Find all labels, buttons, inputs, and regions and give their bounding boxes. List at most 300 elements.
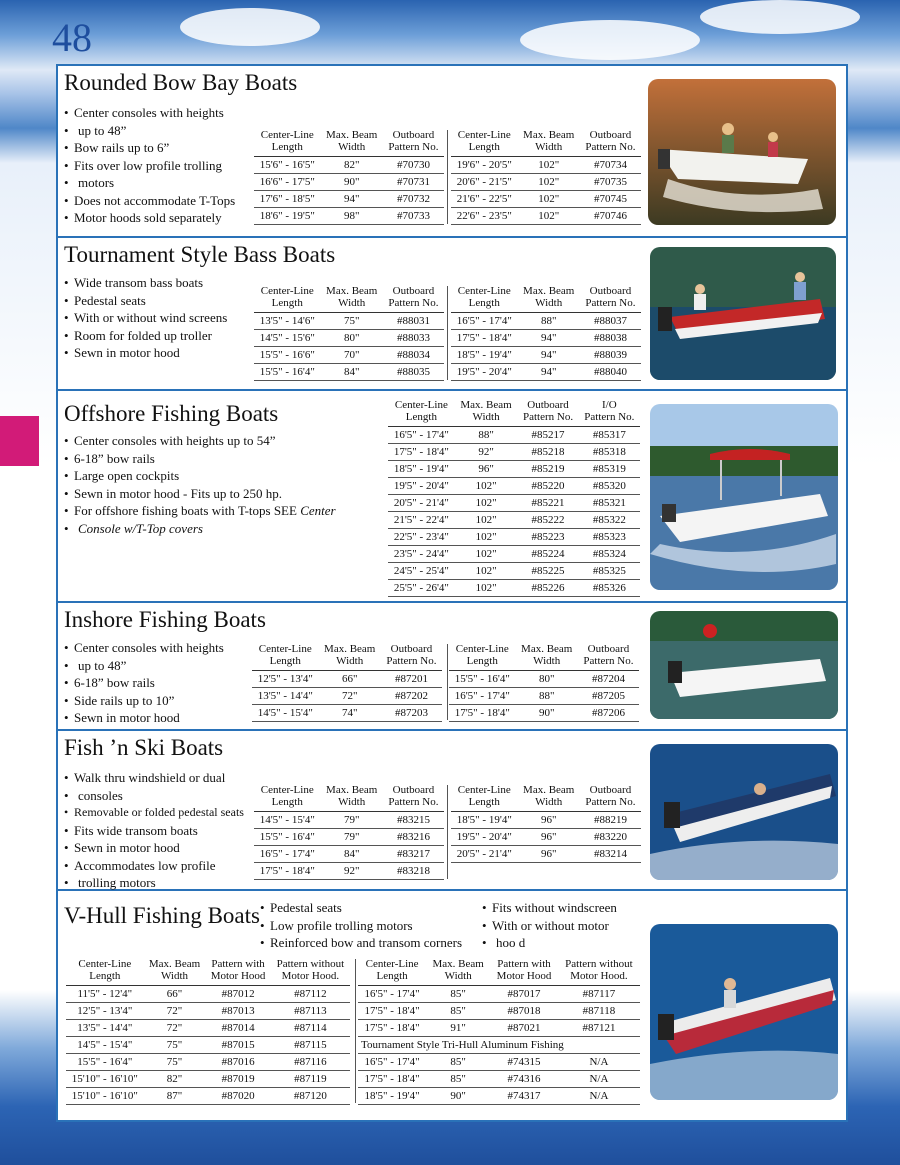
column-header: Pattern without Motor Hood. xyxy=(271,958,350,986)
table-cell: #88033 xyxy=(383,330,444,347)
list-item: • Fits without windscreen xyxy=(482,899,617,917)
table-cell: 80" xyxy=(321,330,383,347)
boat-photo xyxy=(650,247,836,380)
column-header: Center-Line Length xyxy=(388,399,455,427)
table-cell: 87" xyxy=(144,1088,206,1105)
list-item: • 6-18” bow rails xyxy=(64,674,224,692)
table-cell: 74" xyxy=(319,705,381,722)
feature-list xyxy=(64,274,227,362)
list-item: • For offshore fishing boats with T-tops SEE Center xyxy=(64,502,336,520)
table-cell: #85326 xyxy=(579,580,640,597)
table-cell: #87121 xyxy=(558,1020,640,1037)
table-cell: 12'5" - 13'4" xyxy=(66,1003,144,1020)
boat-photo xyxy=(648,79,836,225)
table-cell: 96" xyxy=(455,461,518,478)
table-cell: 15'5" - 16'4" xyxy=(254,364,321,381)
table-cell: #70745 xyxy=(580,191,641,208)
table-cell: 18'6" - 19'5" xyxy=(254,208,321,225)
list-item: • Console w/T-Top covers xyxy=(64,520,336,538)
list-item: • Side rails up to 10” xyxy=(64,692,224,710)
section-title: Rounded Bow Bay Boats xyxy=(64,70,298,95)
table-cell: #70733 xyxy=(383,208,444,225)
table-cell: 75" xyxy=(321,313,383,330)
table-cell: 102" xyxy=(518,157,580,174)
table-cell: 79" xyxy=(321,812,383,829)
column-header: Max. Beam Width xyxy=(321,285,383,313)
table-cell: 18'5" - 19'4" xyxy=(451,812,518,829)
table-cell: #87202 xyxy=(381,688,442,705)
table-row xyxy=(388,478,640,495)
list-item: • motors xyxy=(64,174,235,192)
table-cell: 16'5" - 17'4" xyxy=(451,313,518,330)
table-cell: #85219 xyxy=(517,461,578,478)
table-cell: #87018 xyxy=(490,1003,558,1020)
table-cell: 90" xyxy=(321,174,383,191)
table-cell: 14'5" - 15'4" xyxy=(252,705,319,722)
cloud xyxy=(180,8,320,46)
table-cell: 15'5" - 16'4" xyxy=(66,1054,144,1071)
table-row xyxy=(254,812,444,829)
table-row xyxy=(254,863,444,880)
table-cell: 20'6" - 21'5" xyxy=(451,174,518,191)
table-cell: 94" xyxy=(321,191,383,208)
cloud xyxy=(520,20,700,60)
column-header: Outboard Pattern No. xyxy=(580,285,641,313)
pattern-table-left xyxy=(254,784,444,880)
table-cell: 15'6" - 16'5" xyxy=(254,157,321,174)
table-cell: 84" xyxy=(321,364,383,381)
table-cell: 94" xyxy=(518,330,580,347)
list-item: • Room for folded up troller xyxy=(64,327,227,345)
table-cell: 92" xyxy=(455,444,518,461)
table-row xyxy=(388,512,640,529)
table-cell: #83214 xyxy=(580,846,641,863)
table-cell: #74315 xyxy=(490,1054,558,1071)
table-cell: #88031 xyxy=(383,313,444,330)
section-inshore-fishing-boats xyxy=(58,603,846,731)
section-title: Inshore Fishing Boats xyxy=(64,607,266,632)
table-cell: #87013 xyxy=(205,1003,270,1020)
table-cell: 19'5" - 20'4" xyxy=(388,478,455,495)
table-row xyxy=(66,1020,350,1037)
table-cell: 12'5" - 13'4" xyxy=(252,671,319,688)
table-header-row xyxy=(449,643,639,671)
table-cell: 70" xyxy=(321,347,383,364)
table-cell: #85319 xyxy=(579,461,640,478)
table-cell: 19'5" - 20'4" xyxy=(451,829,518,846)
table-cell: #87119 xyxy=(271,1071,350,1088)
column-header: Center-Line Length xyxy=(451,129,518,157)
column-header: Max. Beam Width xyxy=(455,399,518,427)
list-item: • With or without motor xyxy=(482,917,617,935)
table-cell: 16'5" - 17'4" xyxy=(254,846,321,863)
table-header-row xyxy=(66,958,350,986)
table-cell: #85325 xyxy=(579,563,640,580)
table-row xyxy=(66,1071,350,1088)
column-header: I/O Pattern No. xyxy=(579,399,640,427)
pattern-table-left xyxy=(254,129,444,225)
table-cell: #70732 xyxy=(383,191,444,208)
list-item: • Sewn in motor hood xyxy=(64,839,244,857)
pattern-table-right xyxy=(451,285,641,381)
section-v-hull-fishing-boats xyxy=(58,891,846,1120)
table-cell: #74316 xyxy=(490,1071,558,1088)
column-header: Outboard Pattern No. xyxy=(517,399,578,427)
table-row xyxy=(388,529,640,546)
table-row xyxy=(449,688,639,705)
table-cell: 85" xyxy=(426,1003,490,1020)
table-row xyxy=(451,191,641,208)
table-header-row xyxy=(254,784,444,812)
column-divider xyxy=(447,130,448,224)
table-row xyxy=(451,347,641,364)
table-cell: #87021 xyxy=(490,1020,558,1037)
list-item: • Walk thru windshield or dual xyxy=(64,769,244,787)
pattern-table xyxy=(388,399,640,597)
column-header: Outboard Pattern No. xyxy=(383,129,444,157)
column-header: Max. Beam Width xyxy=(518,784,580,812)
column-header: Max. Beam Width xyxy=(518,129,580,157)
table-row xyxy=(451,157,641,174)
table-cell: #87118 xyxy=(558,1003,640,1020)
table-row xyxy=(254,364,444,381)
table-cell: #87014 xyxy=(205,1020,270,1037)
column-header: Center-Line Length xyxy=(451,285,518,313)
table-cell: N/A xyxy=(558,1071,640,1088)
table-row xyxy=(451,208,641,225)
table-cell: 75" xyxy=(144,1037,206,1054)
table-cell: 88" xyxy=(455,427,518,444)
column-divider xyxy=(355,959,356,1103)
column-header: Center-Line Length xyxy=(358,958,426,986)
table-row xyxy=(358,1003,640,1020)
table-row xyxy=(449,671,639,688)
table-subheading-row xyxy=(358,1037,640,1054)
table-row xyxy=(66,1037,350,1054)
table-cell: 66" xyxy=(319,671,381,688)
table-cell: 13'5" - 14'4" xyxy=(252,688,319,705)
list-item: • hoo d xyxy=(482,934,617,952)
table-cell: 15'10" - 16'10" xyxy=(66,1071,144,1088)
table-row xyxy=(451,174,641,191)
column-divider xyxy=(447,286,448,380)
table-cell: 88" xyxy=(518,313,580,330)
pattern-table-right xyxy=(451,784,641,863)
table-cell: #87201 xyxy=(381,671,442,688)
table-header-row xyxy=(388,399,640,427)
table-row xyxy=(254,313,444,330)
table-row xyxy=(358,1020,640,1037)
list-item: • Removable or folded pedestal seats xyxy=(64,804,244,822)
table-cell: #85317 xyxy=(579,427,640,444)
feature-list xyxy=(260,899,462,952)
table-cell: 17'5" - 18'4" xyxy=(388,444,455,461)
table-cell: 15'5" - 16'6" xyxy=(254,347,321,364)
table-cell: #87115 xyxy=(271,1037,350,1054)
table-cell: #85225 xyxy=(517,563,578,580)
section-title: Fish ’n Ski Boats xyxy=(64,735,224,760)
list-item: • Sewn in motor hood - Fits up to 250 hp. xyxy=(64,485,336,503)
table-cell: 102" xyxy=(455,495,518,512)
table-cell: 18'5" - 19'4" xyxy=(451,347,518,364)
table-cell: 14'5" - 15'4" xyxy=(66,1037,144,1054)
table-row xyxy=(451,812,641,829)
table-cell: 102" xyxy=(455,563,518,580)
column-header: Max. Beam Width xyxy=(516,643,578,671)
list-item: • up to 48” xyxy=(64,657,224,675)
table-row xyxy=(254,846,444,863)
table-cell: 98" xyxy=(321,208,383,225)
table-cell: N/A xyxy=(558,1054,640,1071)
table-cell: 20'5" - 21'4" xyxy=(451,846,518,863)
table-cell: 18'5" - 19'4" xyxy=(358,1088,426,1105)
table-cell: #87017 xyxy=(490,986,558,1003)
table-cell: 17'5" - 18'4" xyxy=(254,863,321,880)
table-cell: #87116 xyxy=(271,1054,350,1071)
table-cell: 17'6" - 18'5" xyxy=(254,191,321,208)
table-cell: #85220 xyxy=(517,478,578,495)
table-cell: 96" xyxy=(518,846,580,863)
table-row xyxy=(388,495,640,512)
column-header: Outboard Pattern No. xyxy=(383,285,444,313)
table-row xyxy=(66,986,350,1003)
column-header: Max. Beam Width xyxy=(144,958,206,986)
column-header: Center-Line Length xyxy=(451,784,518,812)
table-cell: 16'5" - 17'4" xyxy=(358,986,426,1003)
column-header: Max. Beam Width xyxy=(518,285,580,313)
table-cell: #87019 xyxy=(205,1071,270,1088)
table-cell: 19'5" - 20'4" xyxy=(451,364,518,381)
list-item: • Does not accommodate T-Tops xyxy=(64,192,235,210)
pattern-table-left xyxy=(252,643,442,722)
table-cell: 102" xyxy=(518,208,580,225)
table-cell: 85" xyxy=(426,986,490,1003)
table-cell: 16'5" - 17'4" xyxy=(358,1054,426,1071)
table-cell: 96" xyxy=(518,812,580,829)
table-cell: #87205 xyxy=(578,688,639,705)
table-cell: 13'5" - 14'6" xyxy=(254,313,321,330)
table-cell: #88039 xyxy=(580,347,641,364)
table-cell: 102" xyxy=(455,478,518,495)
table-cell: #85224 xyxy=(517,546,578,563)
list-item: • 6-18” bow rails xyxy=(64,450,336,468)
list-item: • Bow rails up to 6” xyxy=(64,139,235,157)
table-row xyxy=(66,1088,350,1105)
table-cell: 15'5" - 16'4" xyxy=(449,671,516,688)
table-cell: 96" xyxy=(518,829,580,846)
table-row xyxy=(388,546,640,563)
table-cell: #87206 xyxy=(578,705,639,722)
table-cell: 102" xyxy=(518,174,580,191)
table-cell: #83218 xyxy=(383,863,444,880)
pattern-table-right xyxy=(449,643,639,722)
table-cell: #85221 xyxy=(517,495,578,512)
column-header: Max. Beam Width xyxy=(321,129,383,157)
table-cell: 82" xyxy=(321,157,383,174)
section-fish-n-ski-boats xyxy=(58,731,846,891)
table-row xyxy=(388,461,640,478)
feature-list xyxy=(64,769,244,892)
table-cell: 72" xyxy=(319,688,381,705)
table-cell: 24'5" - 25'4" xyxy=(388,563,455,580)
table-header-row xyxy=(451,285,641,313)
table-cell: 13'5" - 14'4" xyxy=(66,1020,144,1037)
column-header: Outboard Pattern No. xyxy=(578,643,639,671)
table-cell: #87012 xyxy=(205,986,270,1003)
table-cell: 16'5" - 17'4" xyxy=(449,688,516,705)
table-cell: #87016 xyxy=(205,1054,270,1071)
table-cell: #70730 xyxy=(383,157,444,174)
table-header-row xyxy=(254,129,444,157)
table-row xyxy=(254,191,444,208)
list-item: • Center consoles with heights up to 54” xyxy=(64,432,336,450)
list-item: • Reinforced bow and transom corners xyxy=(260,934,462,952)
table-cell: 91" xyxy=(426,1020,490,1037)
feature-list-secondary xyxy=(482,899,617,952)
pattern-table-right xyxy=(451,129,641,225)
page-number: 48 xyxy=(52,15,92,60)
boat-photo xyxy=(650,924,838,1100)
list-item: • Motor hoods sold separately xyxy=(64,209,235,227)
table-cell: #87114 xyxy=(271,1020,350,1037)
table-cell: 85" xyxy=(426,1071,490,1088)
column-divider xyxy=(447,644,448,720)
table-cell: 66" xyxy=(144,986,206,1003)
table-cell: #83215 xyxy=(383,812,444,829)
table-cell: #88034 xyxy=(383,347,444,364)
table-cell: 17'5" - 18'4" xyxy=(449,705,516,722)
table-cell: #74317 xyxy=(490,1088,558,1105)
table-cell: #87015 xyxy=(205,1037,270,1054)
table-row xyxy=(252,705,442,722)
column-header: Pattern with Motor Hood xyxy=(205,958,270,986)
table-row xyxy=(358,1071,640,1088)
table-cell: #87113 xyxy=(271,1003,350,1020)
list-item: • Center consoles with heights xyxy=(64,104,235,122)
table-cell: 21'6" - 22'5" xyxy=(451,191,518,208)
table-cell: 18'5" - 19'4" xyxy=(388,461,455,478)
table-row xyxy=(254,829,444,846)
table-cell: #85324 xyxy=(579,546,640,563)
table-cell: 88" xyxy=(516,688,578,705)
table-cell: 90" xyxy=(516,705,578,722)
feature-list xyxy=(64,432,336,537)
table-row xyxy=(388,563,640,580)
list-item: • Sewn in motor hood xyxy=(64,709,224,727)
section-tournament-bass-boats xyxy=(58,238,846,391)
table-cell: #70735 xyxy=(580,174,641,191)
table-row xyxy=(66,1054,350,1071)
section-tab-marker xyxy=(0,416,39,466)
table-cell: 102" xyxy=(455,580,518,597)
column-header: Outboard Pattern No. xyxy=(383,784,444,812)
section-offshore-fishing-boats xyxy=(58,391,846,603)
table-cell: 17'5" - 18'4" xyxy=(358,1020,426,1037)
table-header-row xyxy=(252,643,442,671)
pattern-table-left xyxy=(66,958,350,1105)
feature-list xyxy=(64,639,224,727)
list-item: • Low profile trolling motors xyxy=(260,917,462,935)
table-row xyxy=(449,705,639,722)
table-row xyxy=(451,330,641,347)
table-cell: 15'10" - 16'10" xyxy=(66,1088,144,1105)
table-row xyxy=(451,846,641,863)
boat-photo xyxy=(650,744,838,880)
table-subheading: Tournament Style Tri-Hull Aluminum Fishing xyxy=(358,1037,640,1054)
list-item: • Wide transom bass boats xyxy=(64,274,227,292)
table-row xyxy=(358,986,640,1003)
table-row xyxy=(451,364,641,381)
table-cell: 79" xyxy=(321,829,383,846)
table-header-row xyxy=(358,958,640,986)
list-item: • Pedestal seats xyxy=(64,292,227,310)
pattern-table-left xyxy=(254,285,444,381)
table-cell: 20'5" - 21'4" xyxy=(388,495,455,512)
table-cell: #85226 xyxy=(517,580,578,597)
column-divider xyxy=(447,785,448,879)
table-row xyxy=(451,829,641,846)
table-cell: #85322 xyxy=(579,512,640,529)
table-cell: #85222 xyxy=(517,512,578,529)
list-item: • With or without wind screens xyxy=(64,309,227,327)
table-row xyxy=(388,427,640,444)
table-cell: #88040 xyxy=(580,364,641,381)
table-cell: 23'5" - 24'4" xyxy=(388,546,455,563)
table-cell: 84" xyxy=(321,846,383,863)
list-item: • Sewn in motor hood xyxy=(64,344,227,362)
table-row xyxy=(254,330,444,347)
column-header: Outboard Pattern No. xyxy=(580,129,641,157)
table-row xyxy=(358,1054,640,1071)
table-cell: 72" xyxy=(144,1020,206,1037)
table-cell: #70746 xyxy=(580,208,641,225)
table-cell: #85217 xyxy=(517,427,578,444)
table-row xyxy=(388,444,640,461)
column-header: Pattern without Motor Hood. xyxy=(558,958,640,986)
table-cell: #88038 xyxy=(580,330,641,347)
table-cell: 19'6" - 20'5" xyxy=(451,157,518,174)
table-cell: 22'6" - 23'5" xyxy=(451,208,518,225)
table-cell: 94" xyxy=(518,347,580,364)
table-cell: 102" xyxy=(518,191,580,208)
table-cell: #87120 xyxy=(271,1088,350,1105)
column-header: Center-Line Length xyxy=(254,784,321,812)
table-row xyxy=(254,208,444,225)
table-row xyxy=(451,313,641,330)
table-cell: #83217 xyxy=(383,846,444,863)
table-cell: 82" xyxy=(144,1071,206,1088)
table-header-row xyxy=(451,129,641,157)
table-cell: N/A xyxy=(558,1088,640,1105)
table-cell: #87117 xyxy=(558,986,640,1003)
catalog-panel xyxy=(56,64,848,1122)
table-cell: 17'5" - 18'4" xyxy=(358,1071,426,1088)
table-cell: #70731 xyxy=(383,174,444,191)
column-header: Max. Beam Width xyxy=(321,784,383,812)
table-cell: #88035 xyxy=(383,364,444,381)
table-cell: 102" xyxy=(455,512,518,529)
table-row xyxy=(66,1003,350,1020)
table-cell: #87203 xyxy=(381,705,442,722)
table-cell: #87204 xyxy=(578,671,639,688)
list-item: • Fits wide transom boats xyxy=(64,822,244,840)
column-header: Center-Line Length xyxy=(252,643,319,671)
table-row xyxy=(358,1088,640,1105)
table-cell: 72" xyxy=(144,1003,206,1020)
column-header: Center-Line Length xyxy=(254,129,321,157)
boat-photo xyxy=(650,611,838,719)
list-item: • Accommodates low profile xyxy=(64,857,244,875)
